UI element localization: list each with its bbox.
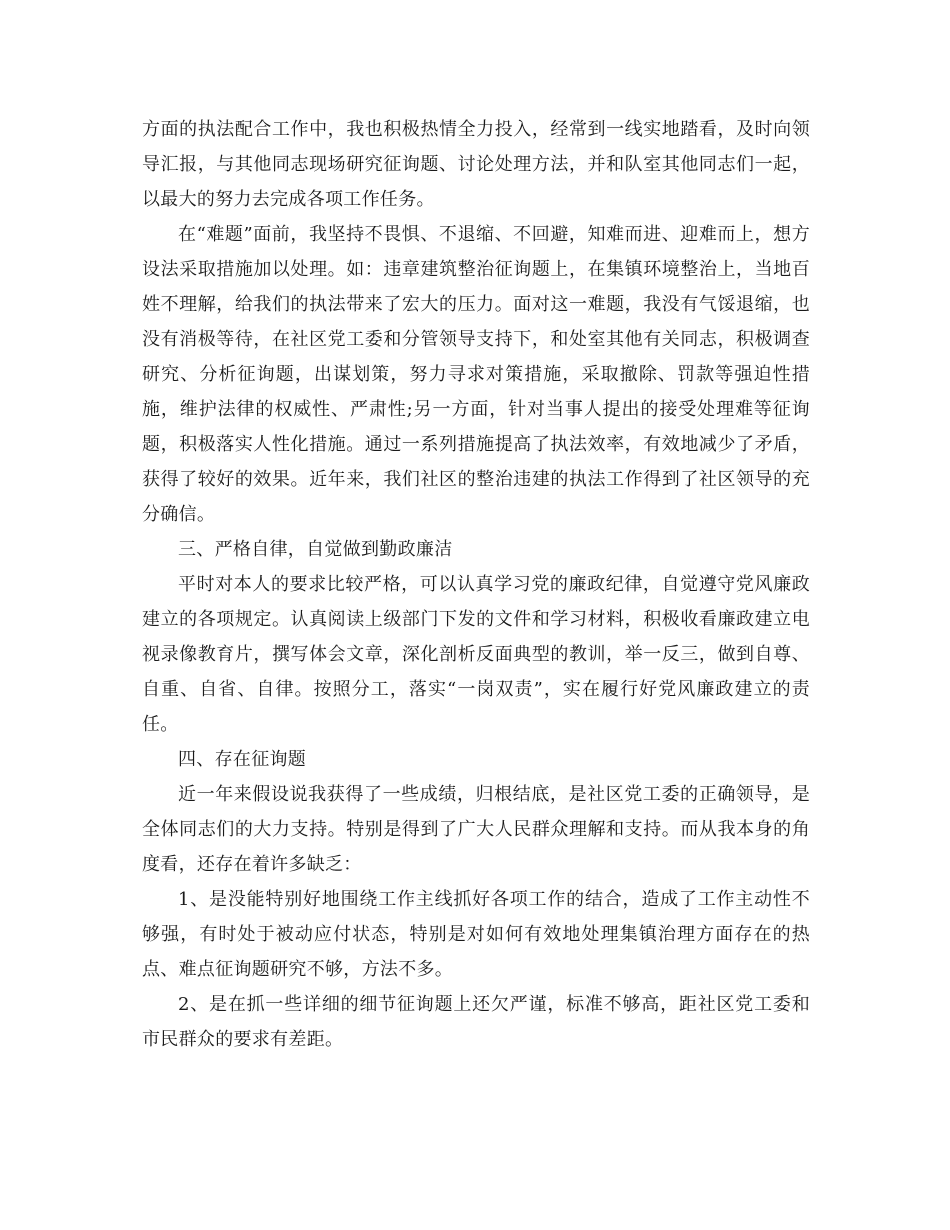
paragraph-problem-1: 1、是没能特别好地围绕工作主线抓好各项工作的结合，造成了工作主动性不够强，有时处于被动应付状态，特别是对如何有效地处理集镇治理方面存在的热点、难点征询题研究不够，方法不多。: [142, 889, 810, 980]
paragraph-difficulties: 在“难题”面前，我坚持不畏惧、不退缩、不回避，知难而进、迎难而上，想方设法采取措施加以处理。如：违章建筑整治征询题上，在集镇环境整治上，当地百姓不理解，给我们的执法带来了宏大的压力。面对这一难题，我没有气馁退缩，也没有消极等待，在社区党工委和分管领导支持下，和处室其他有关同志，积极调查研究、分析征询题，出谋划策，努力寻求对策措施，采取撤除、罚款等强迫性措施，维护法律的权威性、严肃性;另一方面，针对当事人提出的接受处理难等征询题，积极落实人性化措施。通过一系列措施提高了执法效率，有效地减少了矛盾，获得了较好的效果。近年来，我们社区的整治违建的执法工作得到了社区领导的充分确信。: [142, 224, 810, 525]
section-heading-problems: 四、存在征询题: [178, 749, 307, 770]
document-body: [142, 112, 810, 1057]
section-heading-self-discipline: 三、严格自律，自觉做到勤政廉洁: [178, 539, 453, 560]
paragraph-problem-2: 2、是在抓一些详细的细节征询题上还欠严谨，标准不够高，距社区党工委和市民群众的要求有差距。: [142, 994, 810, 1050]
paragraph-problems-intro: 近一年来假设说我获得了一些成绩，归根结底，是社区党工委的正确领导，是全体同志们的大力支持。特别是得到了广大人民群众理解和支持。而从我本身的角度看，还存在着许多缺乏：: [142, 784, 810, 875]
paragraph-continuation: 方面的执法配合工作中，我也积极热情全力投入，经常到一线实地踏看，及时向领导汇报，与其他同志现场研究征询题、讨论处理方法，并和队室其他同志们一起，以最大的努力去完成各项工作任务。: [142, 119, 810, 210]
paragraph-self-discipline: 平时对本人的要求比较严格，可以认真学习党的廉政纪律，自觉遵守党风廉政建立的各项规定。认真阅读上级部门下发的文件和学习材料，积极收看廉政建立电视录像教育片，撰写体会文章，深化剖析反面典型的教训，举一反三，做到自尊、自重、自省、自律。按照分工，落实“一岗双责”，实在履行好党风廉政建立的责任。: [142, 574, 810, 735]
